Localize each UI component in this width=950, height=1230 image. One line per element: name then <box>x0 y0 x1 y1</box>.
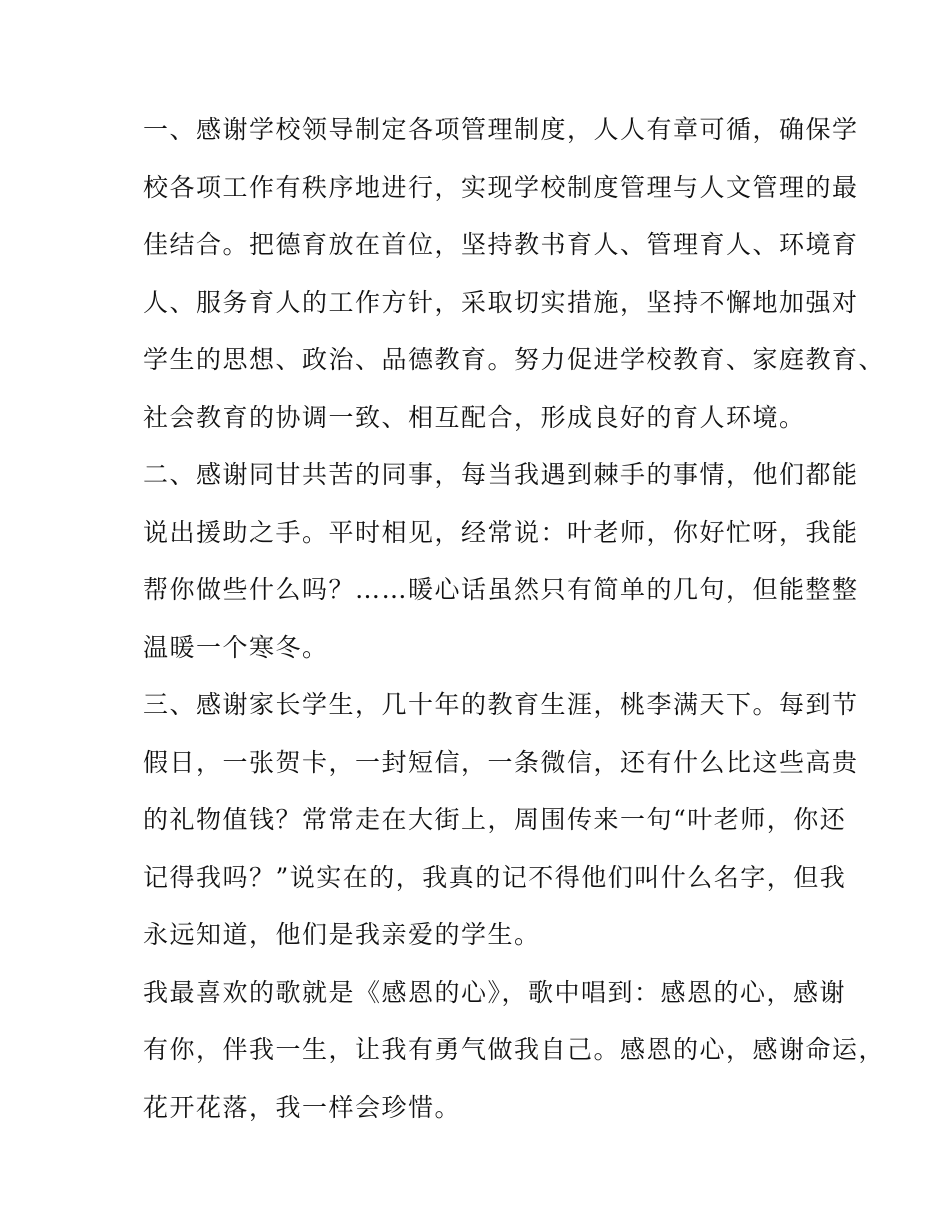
paragraph-line: 社会教育的协调一致、相互配合，形成良好的育人环境。 <box>143 402 806 432</box>
paragraph-line: 佳结合。把德育放在首位，坚持教书育人、管理育人、环境育 <box>143 230 859 259</box>
paragraph-line: 一、感谢学校领导制定各项管理制度，人人有章可循，确保学 <box>143 115 859 144</box>
paragraph-leadership-thanks <box>143 101 886 446</box>
paragraph-line: 的礼物值钱？常常走在大街上，周围传来一句“叶老师，你还 <box>143 805 847 834</box>
paragraph-favorite-song <box>143 964 886 1137</box>
paragraph-line: 花开花落，我一样会珍惜。 <box>143 1092 462 1122</box>
paragraph-line: 帮你做些什么吗？……暖心话虽然只有简单的几句，但能整整 <box>143 575 859 604</box>
document-body <box>143 101 886 1136</box>
paragraph-line: 记得我吗？”说实在的，我真的记不得他们叫什么名字，但我 <box>143 862 847 892</box>
paragraph-colleagues-thanks <box>143 446 859 676</box>
paragraph-line: 二、感谢同甘共苦的同事，每当我遇到棘手的事情，他们都能 <box>143 460 859 489</box>
paragraph-line: 我最喜欢的歌就是《感恩的心》，歌中唱到：感恩的心，感谢 <box>143 977 847 1007</box>
paragraph-parents-students-thanks <box>143 676 859 964</box>
paragraph-line: 学生的思想、政治、品德教育。努力促进学校教育、家庭教育、 <box>143 345 886 374</box>
paragraph-line: 温暖一个寒冬。 <box>143 632 329 662</box>
paragraph-line: 校各项工作有秩序地进行，实现学校制度管理与人文管理的最 <box>143 172 859 202</box>
paragraph-line: 永远知道，他们是我亲爱的学生。 <box>143 920 541 949</box>
paragraph-line: 三、感谢家长学生，几十年的教育生涯，桃李满天下。每到节 <box>143 690 859 719</box>
paragraph-line: 有你，伴我一生，让我有勇气做我自己。感恩的心，感谢命运， <box>143 1035 886 1064</box>
paragraph-line: 说出援助之手。平时相见，经常说：叶老师，你好忙呀，我能 <box>143 517 859 547</box>
paragraph-line: 假日，一张贺卡，一封短信，一条微信，还有什么比这些高贵 <box>143 747 859 777</box>
paragraph-line: 人、服务育人的工作方针，采取切实措施，坚持不懈地加强对 <box>143 287 859 317</box>
